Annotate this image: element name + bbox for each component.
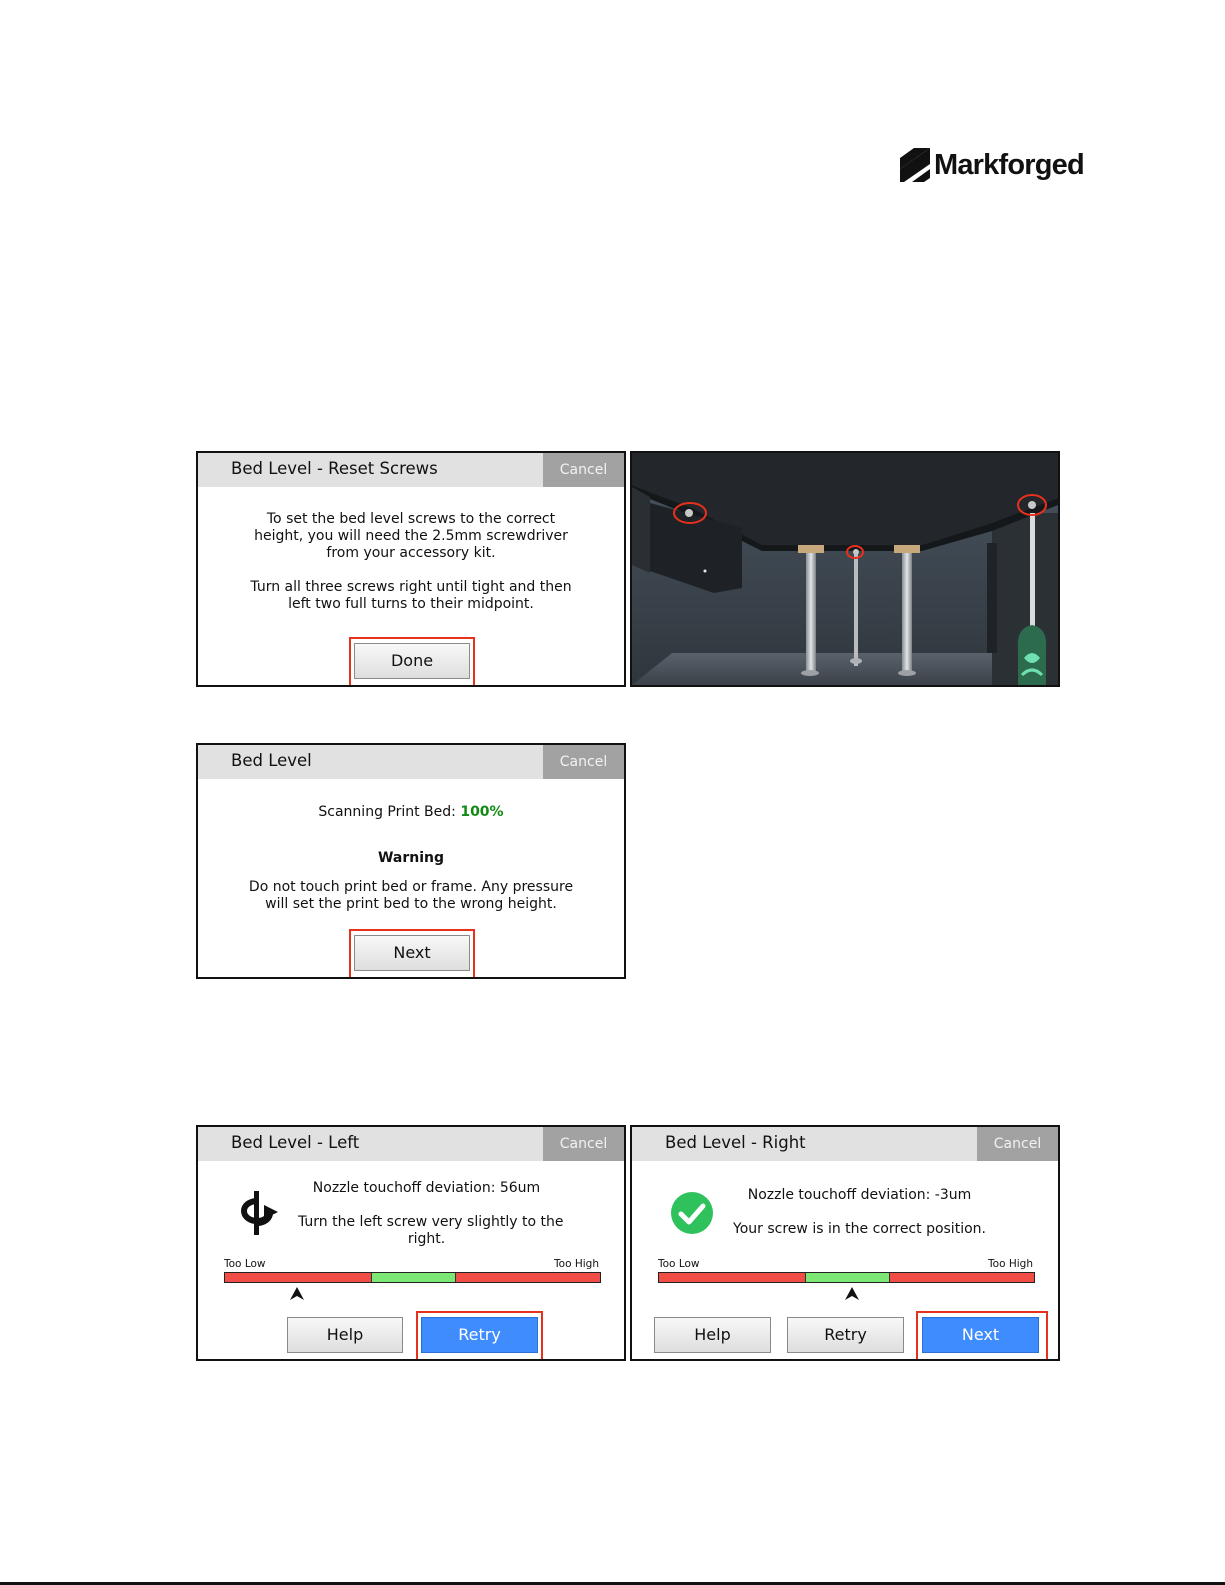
scan-status-label: Scanning Print Bed:: [318, 804, 461, 820]
markforged-logo-icon: [900, 148, 930, 182]
rotate-clockwise-icon: [234, 1189, 280, 1237]
bed-level-right-screen: [630, 1125, 1060, 1361]
screen-header: [198, 453, 624, 487]
too-low-label: Too Low: [224, 1258, 266, 1270]
screen-header: [198, 745, 624, 779]
cancel-button[interactable]: Cancel: [543, 453, 624, 487]
correct-zone: [805, 1273, 890, 1282]
too-low-label: Too Low: [658, 1258, 700, 1270]
too-low-zone: [225, 1273, 371, 1282]
screen-title: Bed Level: [231, 751, 312, 770]
cancel-button[interactable]: Cancel: [977, 1127, 1058, 1161]
deviation-readout: Nozzle touchoff deviation: -3um: [747, 1187, 972, 1203]
instruction-line: To set the bed level screws to the correct: [266, 511, 556, 527]
screen-title: Bed Level - Left: [231, 1133, 360, 1152]
printer-photo-illustration: [632, 453, 1058, 685]
too-high-zone: [456, 1273, 600, 1282]
help-button[interactable]: Help: [287, 1317, 403, 1353]
screen-title: Bed Level - Right: [665, 1133, 806, 1152]
check-circle-icon: [670, 1191, 714, 1235]
scan-percent: 100%: [460, 804, 504, 820]
arrow-up-icon: [845, 1287, 859, 1300]
screen-title: Bed Level - Reset Screws: [231, 459, 438, 478]
warning-line: Do not touch print bed or frame. Any pressure: [248, 879, 574, 895]
instruction-line: height, you will need the 2.5mm screwdriver: [254, 528, 568, 544]
too-high-label: Too High: [554, 1258, 599, 1270]
warning-title: Warning: [377, 850, 445, 866]
instruction-line: Turn the left screw very slightly to the: [298, 1214, 564, 1230]
brand-name: Markforged: [934, 148, 1084, 181]
cancel-button[interactable]: Cancel: [543, 1127, 624, 1161]
done-button[interactable]: Done: [354, 643, 470, 679]
instruction-line: left two full turns to their midpoint.: [288, 596, 534, 612]
cancel-button[interactable]: Cancel: [543, 745, 624, 779]
bed-level-left-screen: [196, 1125, 626, 1361]
instruction-line: right.: [407, 1231, 446, 1247]
screen-header: [198, 1127, 624, 1161]
screw-status: Your screw is in the correct position.: [733, 1221, 986, 1237]
too-high-zone: [890, 1273, 1034, 1282]
too-high-label: Too High: [988, 1258, 1033, 1270]
retry-button[interactable]: Retry: [787, 1317, 904, 1353]
markforged-logo: [900, 145, 1084, 185]
scan-status: [198, 804, 624, 821]
deviation-scale-bar: [658, 1272, 1035, 1283]
retry-button[interactable]: Retry: [421, 1317, 538, 1353]
instruction-line: Turn all three screws right until tight and then: [250, 579, 572, 595]
correct-zone: [371, 1273, 456, 1282]
next-button[interactable]: Next: [922, 1317, 1039, 1353]
deviation-readout: Nozzle touchoff deviation: 56um: [312, 1180, 541, 1196]
next-button[interactable]: Next: [354, 935, 470, 971]
bed-level-scan-screen: [196, 743, 626, 979]
warning-line: will set the print bed to the wrong height.: [265, 896, 557, 912]
reset-screws-screen: [196, 451, 626, 687]
deviation-scale-bar: [224, 1272, 601, 1283]
arrow-up-icon: [290, 1287, 304, 1300]
too-low-zone: [659, 1273, 805, 1282]
instruction-line: from your accessory kit.: [326, 545, 496, 561]
screen-header: [632, 1127, 1058, 1161]
bed-screws-photo: [630, 451, 1060, 687]
help-button[interactable]: Help: [654, 1317, 771, 1353]
